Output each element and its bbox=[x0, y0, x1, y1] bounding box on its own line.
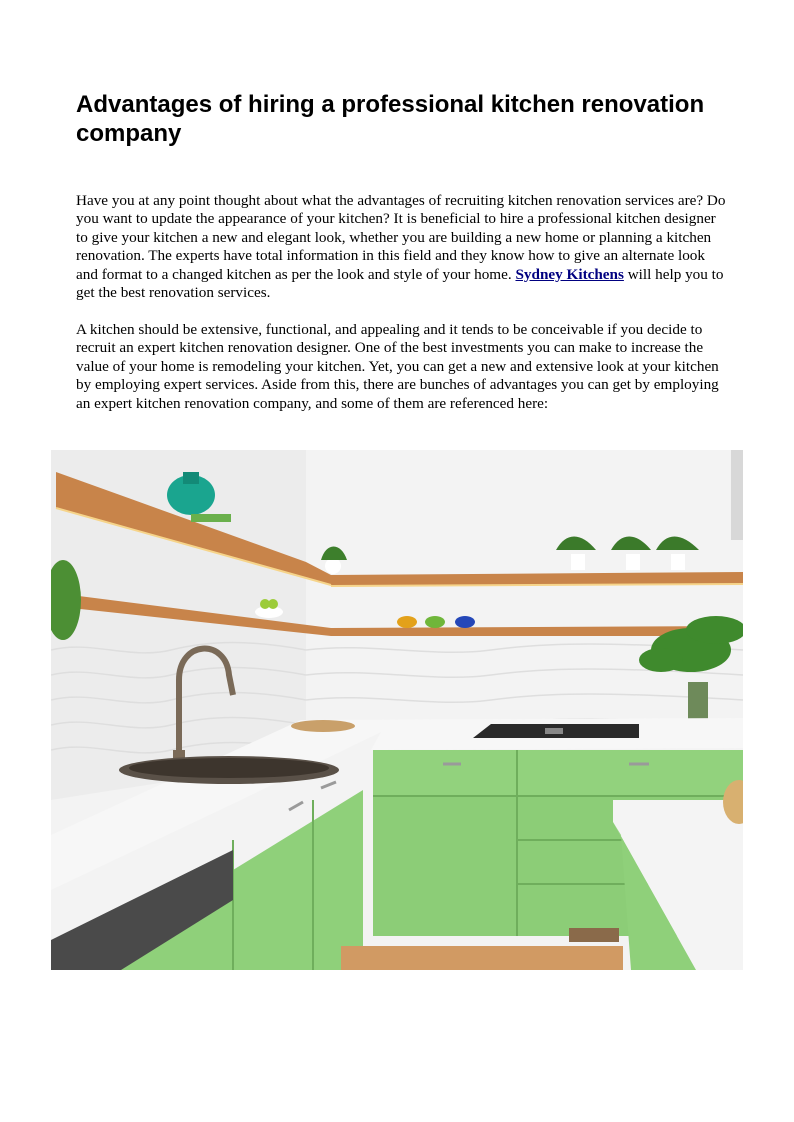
intro-text-before-link: Have you at any point thought about what the advantages of recruiting kitchen renovation services are? Do you want to update the appearance of your kitchen? It is beneficial to hire a professional kitchen designer to give your kitchen a new and elegant look, whether you are building a new home or planning a kitchen renovation. The experts have total information in this field and they know how to give an alternate look and format to a changed kitchen as per the look and style of your home. bbox=[76, 192, 726, 283]
window-frame bbox=[731, 450, 743, 540]
cutting-board bbox=[291, 720, 355, 732]
fruit-bowl bbox=[255, 606, 283, 618]
kitchen-photo bbox=[51, 450, 743, 970]
plant-pot-1 bbox=[325, 558, 341, 574]
cabinets-back-top bbox=[373, 750, 743, 796]
second-paragraph: A kitchen should be extensive, functional, and appealing and it tends to be conceivable if you decide to recruit an expert kitchen renovation designer. One of the best investments you can make to increase the value of your home is remodeling your kitchen. Yet, you can get a new and extensive look at your kitchen by employing expert services. Aside from this, there are bunches of advantages you can get by employing an expert kitchen renovation company, and some of them are referenced here: bbox=[76, 321, 719, 412]
intro-paragraph bbox=[76, 192, 726, 302]
article-title: Advantages of hiring a professional kitchen renovation company bbox=[76, 91, 705, 147]
intro-text-after-link: will help you to get the best renovation services. bbox=[76, 265, 724, 302]
sydney-kitchens-link[interactable]: Sydney Kitchens bbox=[515, 265, 624, 283]
floor bbox=[341, 946, 623, 970]
books bbox=[191, 514, 231, 522]
small-pots bbox=[397, 616, 475, 628]
